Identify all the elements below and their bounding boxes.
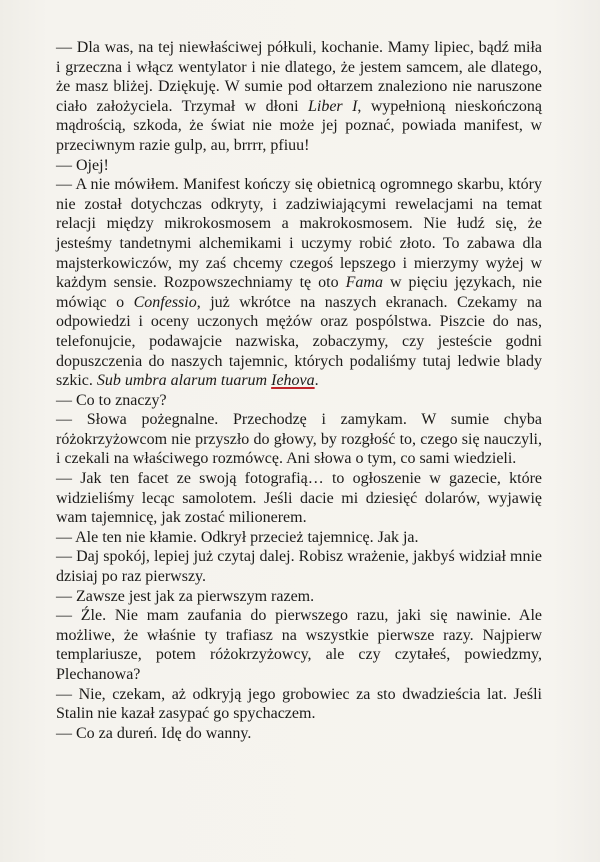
underlined-word: Iehova bbox=[271, 372, 315, 390]
paragraph bbox=[56, 685, 542, 724]
text-run: . bbox=[314, 372, 319, 390]
paragraph bbox=[56, 606, 542, 684]
text-run: — Co to znaczy? bbox=[56, 391, 167, 409]
paragraph bbox=[56, 528, 542, 548]
paragraph bbox=[56, 469, 542, 528]
text-run: — Co za dureń. Idę do wanny. bbox=[56, 724, 252, 742]
text-run: , wypełnioną nieskończoną mądrością, szkoda, że świat nie może jej poznać, powiada manifest, w przeciwnym razie gulp, au, brrrr, pfiuu! bbox=[56, 97, 543, 154]
text-run: — Nie, czekam, aż odkryją jego grobowiec za sto dwadzieścia lat. Jeśli Stalin nie kazał zasypać go spychaczem. bbox=[56, 685, 542, 723]
text-run: — Jak ten facet ze swoją fotografią… to ogłoszenie w gazecie, które widzieliśmy lecąc samolotem. Jeśli dacie mi dziesięć dolarów, wyjawię wam tajemnicę, jak zostać milionerem. bbox=[56, 470, 542, 527]
paragraph bbox=[56, 410, 542, 469]
italic-text: Confessio bbox=[133, 293, 197, 311]
paragraph bbox=[56, 391, 542, 411]
body-text bbox=[56, 38, 542, 743]
paragraph bbox=[56, 587, 542, 607]
text-run: — Ale ten nie kłamie. Odkrył przecież tajemnicę. Jak ja. bbox=[56, 528, 419, 546]
text-run: — A nie mówiłem. Manifest kończy się obietnicą ogromnego skarbu, który nie został dotychczas odkryty, i zadziwiającymi rewelacjami na temat relacji między mikrokosmosem a makrokosmosem. Nie łudź się, że jesteśmy tandetnymi alchemikami i uczymy robić złoto. To zabawa dla majsterkowiczów, my zaś chcemy czegoś lepszego i mierzymy wyżej w każdym sensie. Rozpowszechniamy tę oto bbox=[56, 176, 542, 292]
paragraph bbox=[56, 38, 542, 156]
paragraph bbox=[56, 175, 542, 391]
italic-text: Fama bbox=[345, 274, 383, 292]
text-run: — Źle. Nie mam zaufania do pierwszego razu, jaki się nawinie. Ale możliwe, że właśnie ty trafiasz na wszystkie pierwsze razy. Najpierw templariusze, potem różokrzyżowcy, ale czy czytałeś, powiedzmy, Plechanowa? bbox=[56, 607, 542, 683]
text-run: — Daj spokój, lepiej już czytaj dalej. Robisz wrażenie, jakbyś widział mnie dzisiaj po raz pierwszy. bbox=[56, 548, 542, 586]
italic-text: Liber I bbox=[307, 97, 358, 115]
text-run: — Dla was, na tej niewłaściwej półkuli, kochanie. Mamy lipiec, bądź miła i grzeczna i włącz wentylator i nie dlatego, że jestem samcem, ale dlatego, że masz bliżej. Dziękuję. W sumie pod ołtarzem znaleziono nie naruszone ciało założyciela. Trzymał w dłoni bbox=[56, 39, 542, 115]
paragraph bbox=[56, 156, 542, 176]
text-run: — Ojej! bbox=[56, 156, 109, 174]
text-run: w pięciu językach, nie mówiąc o bbox=[56, 274, 543, 311]
text-run: — Zawsze jest jak za pierwszym razem. bbox=[56, 587, 315, 605]
paragraph bbox=[56, 547, 542, 586]
italic-text: Sub umbra alarum tuarum bbox=[96, 372, 272, 390]
paragraph bbox=[56, 724, 542, 744]
text-run: , już wkrótce na naszych ekranach. Czekamy na odpowiedzi i oceny uczonych mężów oraz pospólstwa. Piszcie do nas, telefonujcie, podawajcie nazwiska, zobaczymy, czy jesteście godni dopuszczenia do naszych tajemnic, których podaliśmy tutaj ledwie blady szkic. bbox=[56, 293, 542, 390]
text-run: — Słowa pożegnalne. Przechodzę i zamykam. W sumie chyba różokrzyżowcom nie przyszło do głowy, by rozgłość to, czego się nauczyli, i czekali na właściwego rozmówcę. Ani słowa o tym, co sami wiedzieli. bbox=[56, 411, 542, 468]
